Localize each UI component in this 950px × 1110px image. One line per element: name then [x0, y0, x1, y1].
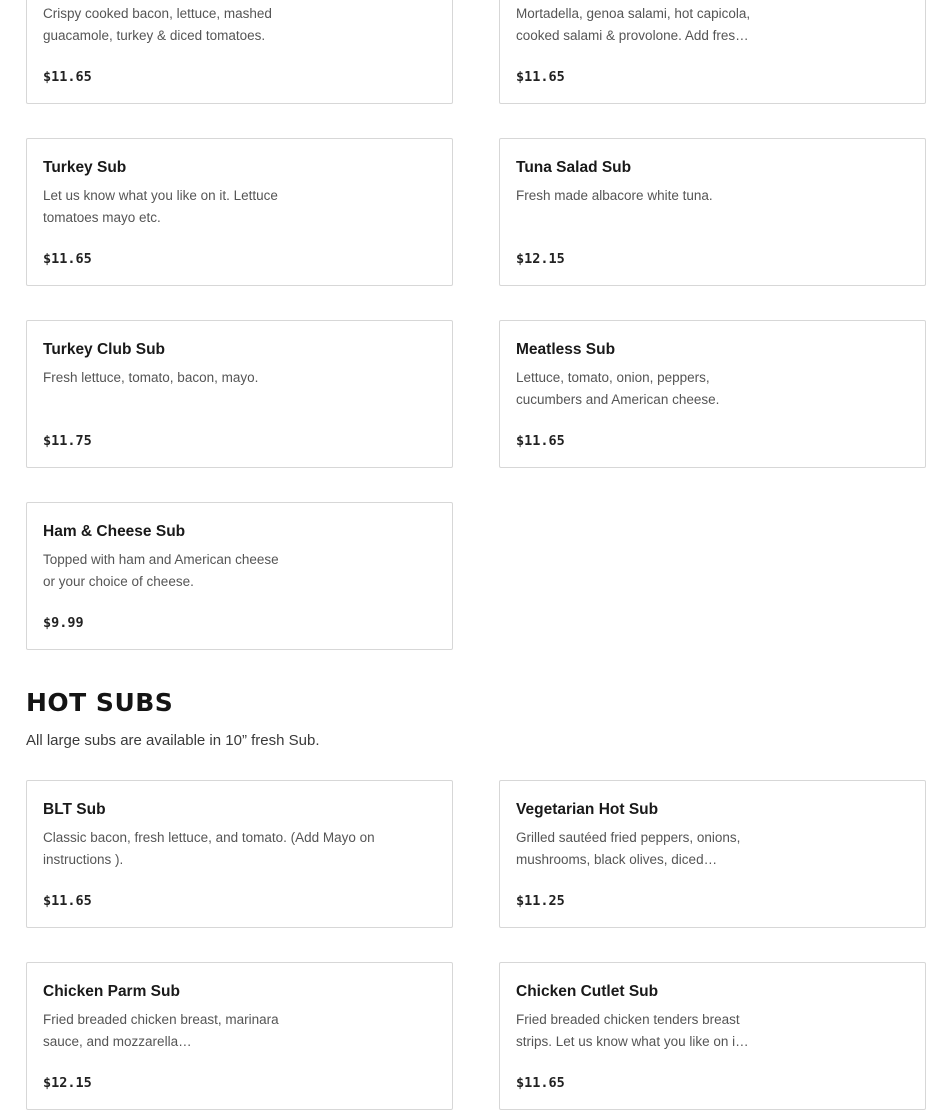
section-subtitle: All large subs are available in 10” fresh Sub.: [26, 732, 320, 749]
item-description: Classic bacon, fresh lettuce, and tomato. (Add Mayo on instructions ).: [43, 830, 375, 867]
item-price: $11.25: [516, 893, 565, 909]
item-name: BLT Sub: [43, 801, 106, 818]
menu-item-card[interactable]: [499, 0, 926, 104]
menu-item-blt-sub[interactable]: [26, 780, 453, 928]
item-description: Fresh made albacore white tuna.: [516, 188, 713, 203]
item-price: $11.65: [516, 1075, 565, 1091]
section-title: HOT SUBS: [26, 688, 174, 717]
item-price: $12.15: [516, 251, 565, 267]
item-price: $12.15: [43, 1075, 92, 1091]
item-name: Ham & Cheese Sub: [43, 523, 186, 540]
item-name: Meatless Sub: [516, 341, 616, 358]
item-name: Vegetarian Hot Sub: [516, 801, 659, 818]
item-price: $11.65: [43, 69, 92, 85]
menu-item-turkey-sub[interactable]: [26, 138, 453, 286]
item-price: $11.75: [43, 433, 92, 449]
item-name: Turkey Club Sub: [43, 341, 166, 358]
item-description: Topped with ham and American cheese or your choice of cheese.: [43, 552, 279, 589]
item-name: Tuna Salad Sub: [516, 159, 632, 176]
item-description: Lettuce, tomato, onion, peppers, cucumbers and American cheese.: [516, 370, 720, 407]
item-price: $11.65: [43, 893, 92, 909]
menu-item-meatless-sub[interactable]: [499, 320, 926, 468]
item-description: Fried breaded chicken breast, marinara sauce, and mozzarella…: [43, 1012, 279, 1049]
item-description: Grilled sautéed fried peppers, onions, mushrooms, black olives, diced…: [516, 830, 741, 867]
item-price: $11.65: [516, 69, 565, 85]
item-description: Let us know what you like on it. Lettuce tomatoes mayo etc.: [43, 188, 278, 225]
item-price: $11.65: [43, 251, 92, 267]
item-description: Fresh lettuce, tomato, bacon, mayo.: [43, 370, 259, 385]
menu-item-ham-cheese-sub[interactable]: [26, 502, 453, 650]
item-name: Chicken Parm Sub: [43, 983, 180, 1000]
item-description: Crispy cooked bacon, lettuce, mashed guacamole, turkey & diced tomatoes.: [43, 6, 272, 43]
menu-item-chicken-parm-sub[interactable]: [26, 962, 453, 1110]
menu-item-vegetarian-hot-sub[interactable]: [499, 780, 926, 928]
item-price: $11.65: [516, 433, 565, 449]
item-price: $9.99: [43, 615, 84, 631]
menu-item-tuna-salad-sub[interactable]: [499, 138, 926, 286]
menu-item-chicken-cutlet-sub[interactable]: [499, 962, 926, 1110]
menu-item-card[interactable]: [26, 0, 453, 104]
item-name: Turkey Sub: [43, 159, 127, 176]
item-name: Chicken Cutlet Sub: [516, 983, 659, 1000]
menu-item-turkey-club-sub[interactable]: [26, 320, 453, 468]
item-description: Mortadella, genoa salami, hot capicola, cooked salami & provolone. Add fres…: [516, 6, 751, 43]
item-description: Fried breaded chicken tenders breast strips. Let us know what you like on i…: [516, 1012, 749, 1049]
